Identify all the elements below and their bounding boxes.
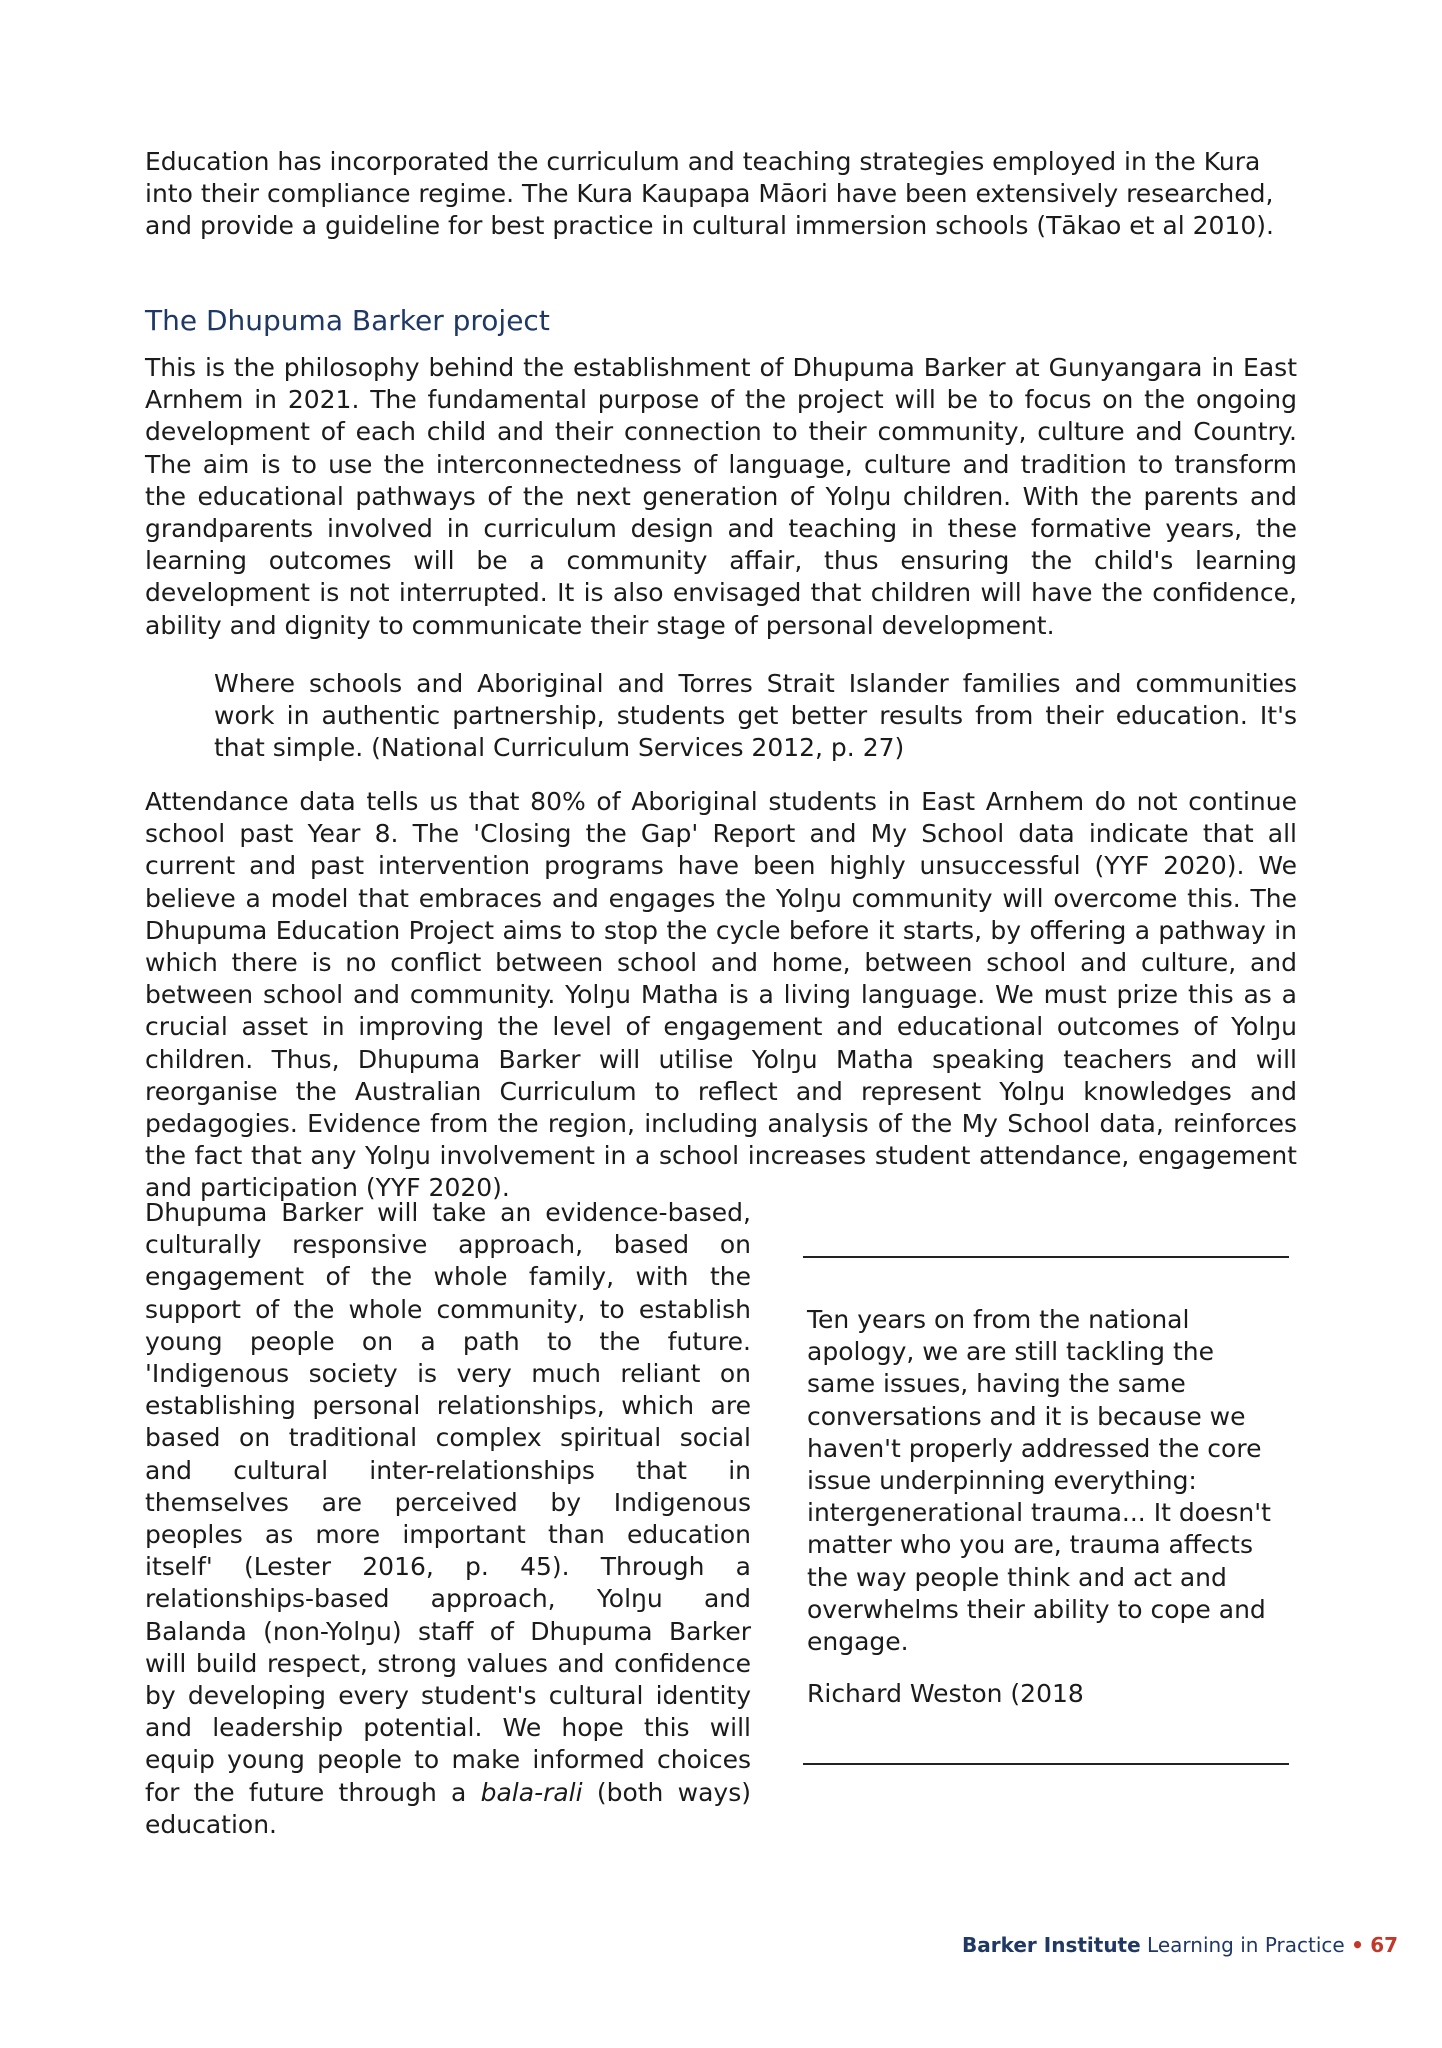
intro-paragraph: Education has incorporated the curriculum and teaching strategies employed in the Kura into their compliance regime. The Kura Kaupapa Māori have been extensively researched, and provide a guideline for best practice in cultural immersion schools (Tākao et al 2010). <box>145 147 1274 241</box>
body-paragraph: This is the philosophy behind the establishment of Dhupuma Barker at Gunyangara in East Arnhem in 2021. The fundamental purpose of the project will be to focus on the ongoing development of each child and their connection to their community, culture and Country. The aim is to use the interconnectedness of language, culture and tradition to transform the educational pathways of the next generation of Yolŋu children. With the parents and grandparents involved in curriculum design and teaching in these formative years, the learning outcomes will be a community affair, thus ensuring the child's learning development is not interrupted. It is also envisaged that children will have the confidence, ability and dignity to communicate their stage of personal development. <box>145 353 1297 640</box>
page-number: 67 <box>1370 1933 1399 1957</box>
italic-term: bala-rali <box>480 1777 583 1807</box>
section-heading: The Dhupuma Barker project <box>145 304 550 337</box>
page-footer <box>962 1932 1399 1958</box>
left-column-paragraph <box>145 1197 751 1841</box>
left-column-text-start: Dhupuma Barker will take an evidence-based, culturally responsive approach, based on engagement of the whole family, with the support of the whole community, to establish young people on a path to the future. 'Indigenous society is very much reliant on establishing personal relationships, which are based on traditional complex spiritual social and cultural inter-relationships that in themselves are perceived by Indigenous peoples as more important than education itself' (Lester 2016, p. 45). Through a relationships-based approach, Yolŋu and Balanda (non-Yolŋu) staff of Dhupuma Barker will build respect, strong values and confidence by developing every student's cultural identity and leadership potential. We hope this will equip young people to make informed choices for the future through a <box>145 1198 751 1807</box>
series-name: Learning in Practice <box>1147 1933 1345 1957</box>
publisher-name: Barker Institute <box>962 1933 1141 1957</box>
pull-quote-top-rule <box>803 1256 1289 1258</box>
pull-quote-text: Ten years on from the national apology, we are still tackling the same issues, having the same conversations and it is because we haven't properly addressed the core issue underpinning everything: intergenerational trauma... It doesn't matter who you are, trauma affects the way people think and act and overwhelms their ability to cope and engage. <box>807 1305 1271 1657</box>
block-quote: Where schools and Aboriginal and Torres Strait Islander families and communities work in authentic partnership, students get better results from their education. It's that simple. (National Curriculum Services 2012, p. 27) <box>214 669 1297 763</box>
pull-quote-attribution: Richard Weston (2018 <box>807 1679 1084 1709</box>
pull-quote-bottom-rule <box>803 1763 1289 1765</box>
body-paragraph: Attendance data tells us that 80% of Aboriginal students in East Arnhem do not continue school past Year 8. The 'Closing the Gap' Report and My School data indicate that all current and past intervention programs have been highly unsuccessful (YYF 2020). We believe a model that embraces and engages the Yolŋu community will overcome this. The Dhupuma Education Project aims to stop the cycle before it starts, by offering a pathway in which there is no conflict between school and home, between school and culture, and between school and community. Yolŋu Matha is a living language. We must prize this as a crucial asset in improving the level of engagement and educational outcomes of Yolŋu children. Thus, Dhupuma Barker will utilise Yolŋu Matha speaking teachers and will reorganise the Australian Curriculum to reflect and represent Yolŋu knowledges and pedagogies. Evidence from the region, including analysis of the My School data, reinforces the fact that any Yolŋu involvement in a school increases student attendance, engagement and participation (YYF 2020). <box>145 787 1297 1203</box>
left-column-text-end: (both ways) education. <box>145 1777 751 1839</box>
pull-quote <box>803 1256 1289 1765</box>
footer-separator: • <box>1351 1933 1364 1957</box>
